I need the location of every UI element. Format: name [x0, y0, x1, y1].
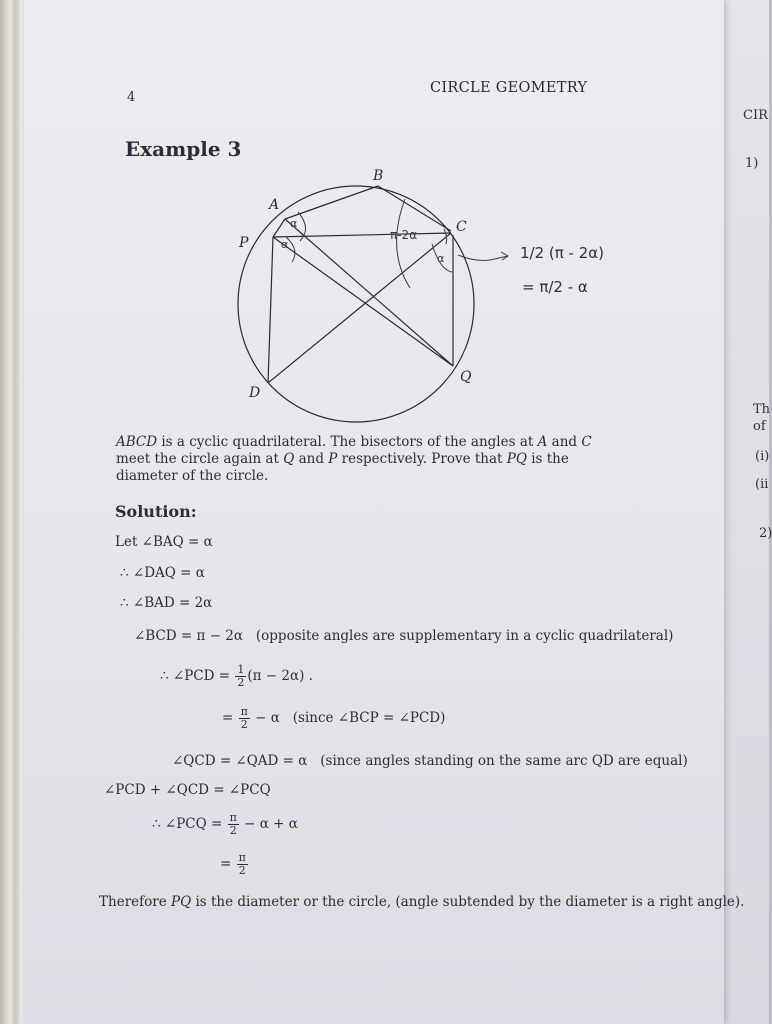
step-6-note: (since ∠BCP = ∠PCD) [292, 710, 446, 726]
solution-step-7 [172, 753, 688, 769]
facing-page-text-a: Th [753, 402, 771, 417]
conclusion-text: is the diameter or the circle, (angle subtended by the diameter is a right angle). [191, 894, 745, 910]
fraction-numerator: π [240, 705, 248, 718]
facing-page-text-b: of [753, 419, 766, 434]
label-c: C [456, 219, 467, 235]
step-6-rhs: − α [255, 710, 280, 726]
fraction-numerator: π [238, 851, 246, 864]
fraction-denominator: 2 [240, 718, 248, 731]
problem-text: and [294, 451, 329, 467]
problem-text: meet the circle again at [116, 451, 284, 467]
fraction [228, 812, 239, 837]
angle-arc-c3 [444, 229, 447, 244]
fraction-numerator: π [229, 811, 237, 824]
label-p: P [239, 235, 249, 251]
running-head: CIRCLE GEOMETRY [430, 80, 588, 96]
facing-page-head: CIR [743, 108, 768, 123]
solution-step-5 [160, 664, 313, 689]
line-ap [273, 219, 285, 237]
facing-page-item-2: 2) [759, 526, 772, 541]
solution-step-2: ∴ ∠DAQ = α [120, 565, 205, 581]
problem-text: respectively. Prove that [337, 451, 507, 467]
alpha-mark-2: α [281, 238, 289, 251]
pi-minus-2alpha-mark: π-2α [390, 228, 418, 242]
alpha-mark-1: α [290, 217, 298, 230]
label-q: Q [460, 369, 472, 385]
angle-arc-c1 [397, 199, 410, 288]
line-pd [268, 237, 273, 383]
problem-text: PQ [506, 451, 527, 467]
label-a: A [269, 197, 280, 213]
solution-step-3: ∴ ∠BAD = 2α [120, 595, 213, 611]
facing-page-item-ii: (ii [755, 477, 769, 492]
step-5-lhs: ∴ ∠PCD = [160, 668, 231, 684]
step-9-lhs: ∴ ∠PCQ = [152, 816, 223, 832]
step-5-rhs: (π − 2α) . [247, 668, 313, 684]
solution-step-10 [220, 852, 249, 877]
line-bc [378, 186, 451, 231]
fraction-denominator: 2 [238, 864, 246, 877]
fraction-denominator: 2 [229, 824, 237, 837]
conclusion [99, 894, 744, 910]
step-9-rhs: − α + α [244, 816, 298, 832]
handwritten-line-1: 1/2 (π - 2α) [520, 244, 605, 262]
problem-text: Q [283, 451, 295, 467]
example-heading: Example 3 [125, 137, 242, 161]
facing-page-item-i: (i) [755, 449, 770, 464]
conclusion-text: Therefore [99, 894, 171, 910]
problem-text: C [581, 434, 592, 450]
problem-text: is the diameter of the circle. [116, 451, 569, 484]
step-7-note: (since angles standing on the same arc QD are equal) [320, 753, 688, 769]
solution-step-8: ∠PCD + ∠QCD = ∠PCQ [104, 782, 271, 798]
step-7-equation: ∠QCD = ∠QAD = α [172, 753, 308, 769]
fraction [235, 664, 246, 689]
solution-heading: Solution: [115, 502, 197, 521]
alpha-mark-3: α [437, 252, 445, 265]
label-b: B [373, 168, 384, 184]
fraction [239, 706, 250, 731]
solution-step-4 [134, 628, 673, 644]
label-d: D [249, 385, 261, 401]
step-10-eq: = [220, 856, 232, 872]
line-aq [285, 219, 453, 366]
solution-step-1: Let ∠BAQ = α [115, 534, 213, 550]
problem-text: A [537, 434, 548, 450]
step-4-equation: ∠BCD = π − 2α [134, 628, 244, 644]
fraction-denominator: 2 [237, 676, 245, 689]
line-cd [268, 233, 451, 383]
solution-step-9 [152, 812, 298, 837]
handwritten-line-2: = π/2 - α [522, 278, 588, 296]
problem-statement [116, 434, 612, 485]
circle [238, 186, 474, 422]
fraction [237, 852, 248, 877]
step-4-note: (opposite angles are supplementary in a cyclic quadrilateral) [255, 628, 674, 644]
line-pq [273, 237, 453, 366]
problem-text: P [328, 451, 338, 467]
step-6-eq: = [222, 710, 234, 726]
fraction-numerator: 1 [237, 663, 245, 676]
solution-step-6 [222, 706, 445, 731]
line-ab [285, 186, 378, 219]
line-pc [273, 233, 451, 237]
problem-text: is a cyclic quadrilateral. The bisectors of the angles at [157, 434, 538, 450]
problem-text: ABCD [116, 434, 158, 450]
page-number: 4 [127, 90, 136, 105]
facing-page-item-1: 1) [745, 156, 759, 171]
problem-text: and [547, 434, 582, 450]
conclusion-text: PQ [171, 894, 192, 910]
